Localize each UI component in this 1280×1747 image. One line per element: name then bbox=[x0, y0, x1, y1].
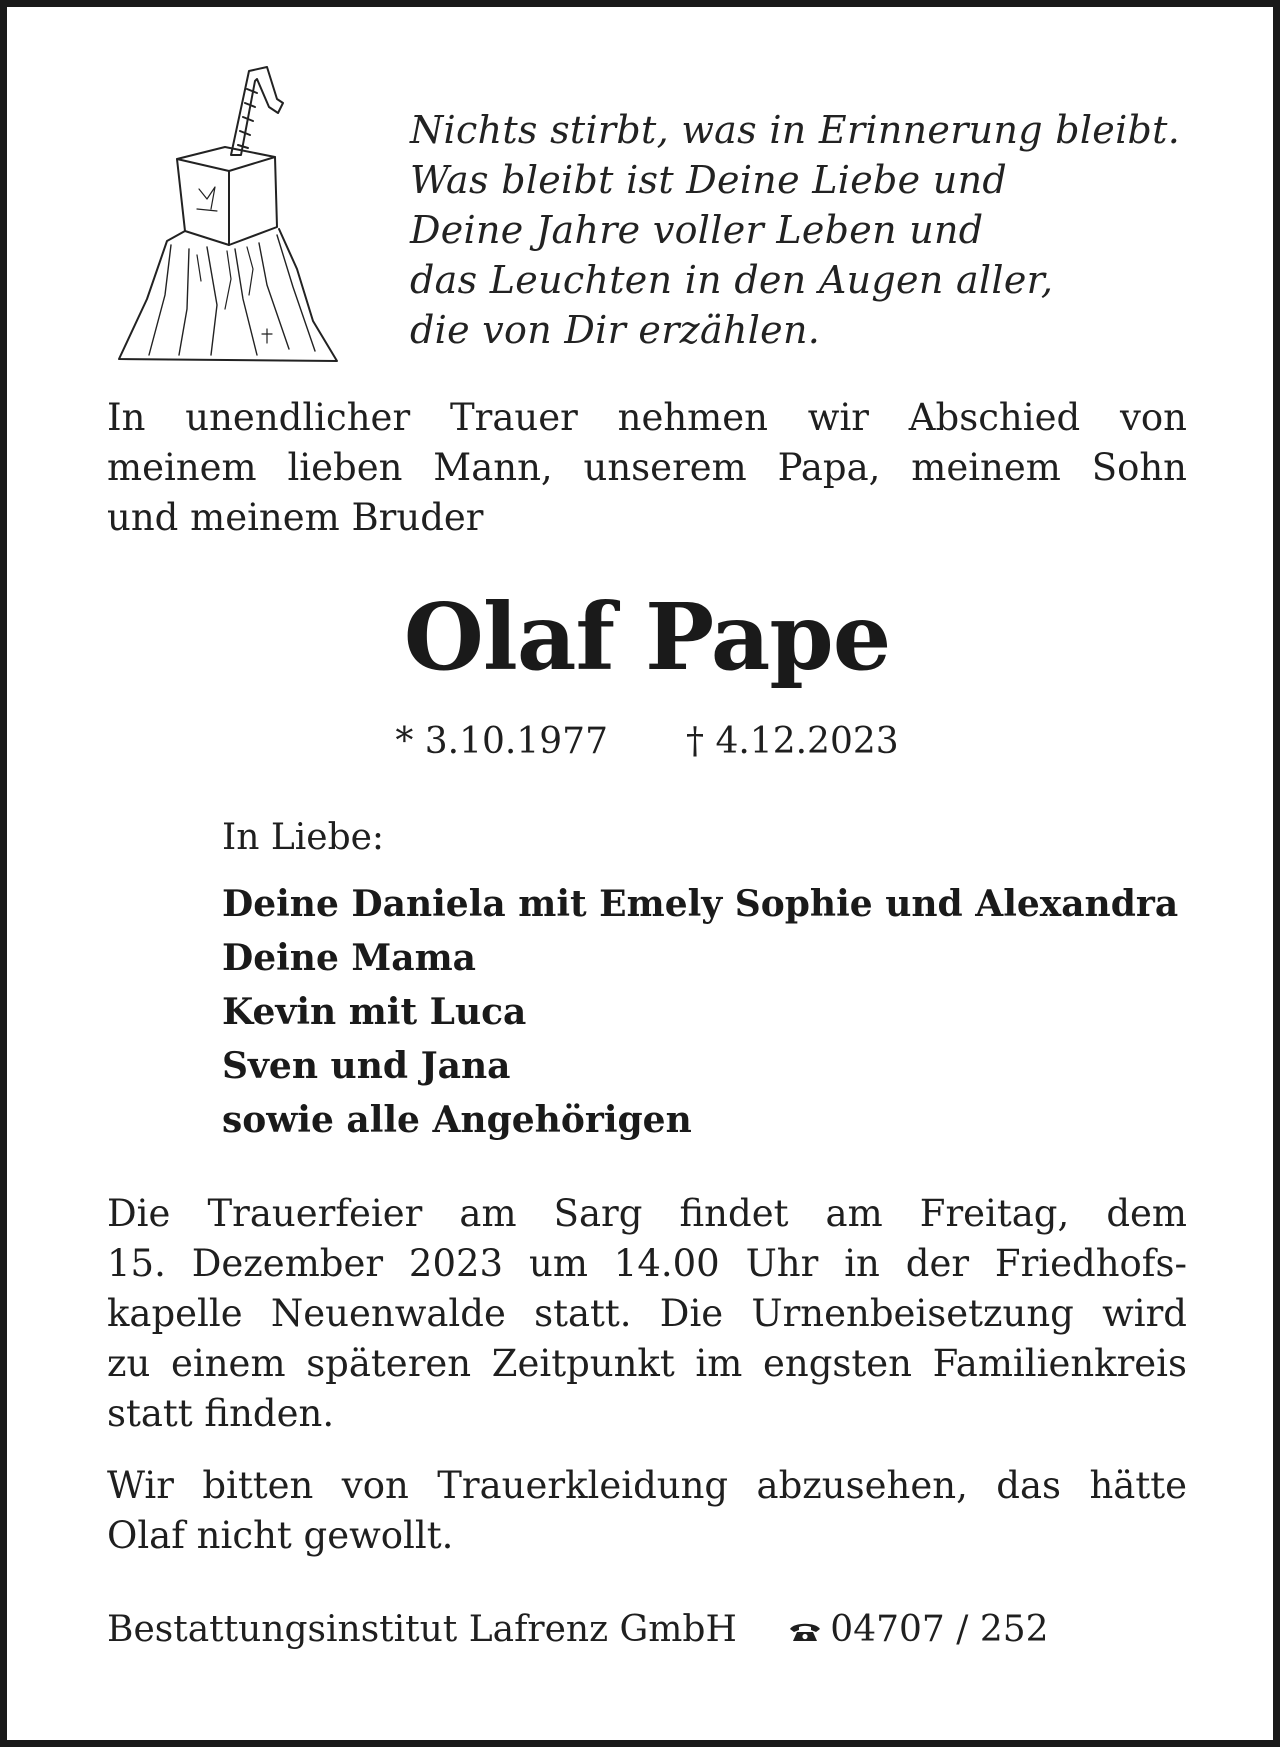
request-line: Wir bitten von Trauerkleidung abzusehen, das hätte bbox=[107, 1464, 1187, 1507]
deceased-name: Olaf Pape bbox=[403, 583, 891, 691]
intro-line: In unendlicher Trauer nehmen wir Abschied von bbox=[107, 396, 1187, 439]
undertaker-footer bbox=[107, 1605, 1049, 1655]
memorial-poem bbox=[410, 105, 1180, 355]
mourner-line: Deine Mama bbox=[222, 937, 477, 979]
service-line: zu einem späteren Zeitpunkt im engsten Familienkreis bbox=[107, 1342, 1187, 1385]
phone-contact bbox=[788, 1609, 1048, 1650]
birth-date: * 3.10.1977 bbox=[395, 721, 608, 762]
telephone-icon bbox=[788, 1621, 822, 1643]
service-line: Die Trauerfeier am Sarg findet am Freitag, dem bbox=[107, 1192, 1187, 1235]
poem-line: die von Dir erzählen. bbox=[410, 308, 821, 352]
attire-request bbox=[107, 1461, 1187, 1561]
mourner-line: Deine Daniela mit Emely Sophie und Alexandra bbox=[222, 883, 1179, 925]
mourner-line: Kevin mit Luca bbox=[222, 991, 527, 1033]
mourners-list bbox=[222, 877, 1178, 1147]
poem-line: Deine Jahre voller Leben und bbox=[410, 208, 984, 252]
life-dates bbox=[7, 717, 1280, 767]
intro-paragraph bbox=[107, 393, 1187, 543]
hammer-on-rock-illustration bbox=[107, 59, 367, 369]
intro-line: und meinem Bruder bbox=[107, 496, 484, 539]
mourner-line: Sven und Jana bbox=[222, 1045, 511, 1087]
service-line: 15. Dezember 2023 um 14.00 Uhr in der Friedhofs- bbox=[107, 1242, 1187, 1285]
service-details bbox=[107, 1189, 1187, 1439]
intro-line: meinem lieben Mann, unserem Papa, meinem Sohn bbox=[107, 446, 1187, 489]
poem-line: Nichts stirbt, was in Erinnerung bleibt. bbox=[410, 108, 1181, 152]
undertaker-name: Bestattungsinstitut Lafrenz GmbH bbox=[107, 1609, 737, 1650]
service-line: kapelle Neuenwalde statt. Die Urnenbeisetzung wird bbox=[107, 1292, 1187, 1335]
request-line: Olaf nicht gewollt. bbox=[107, 1514, 454, 1557]
in-liebe-label: In Liebe: bbox=[222, 817, 385, 858]
poem-line: das Leuchten in den Augen aller, bbox=[410, 258, 1054, 302]
death-date: † 4.12.2023 bbox=[686, 721, 899, 762]
phone-number: 04707 / 252 bbox=[830, 1609, 1049, 1650]
mourner-line: sowie alle Angehörigen bbox=[222, 1099, 692, 1141]
poem-line: Was bleibt ist Deine Liebe und bbox=[410, 158, 1007, 202]
service-line: statt finden. bbox=[107, 1392, 335, 1435]
